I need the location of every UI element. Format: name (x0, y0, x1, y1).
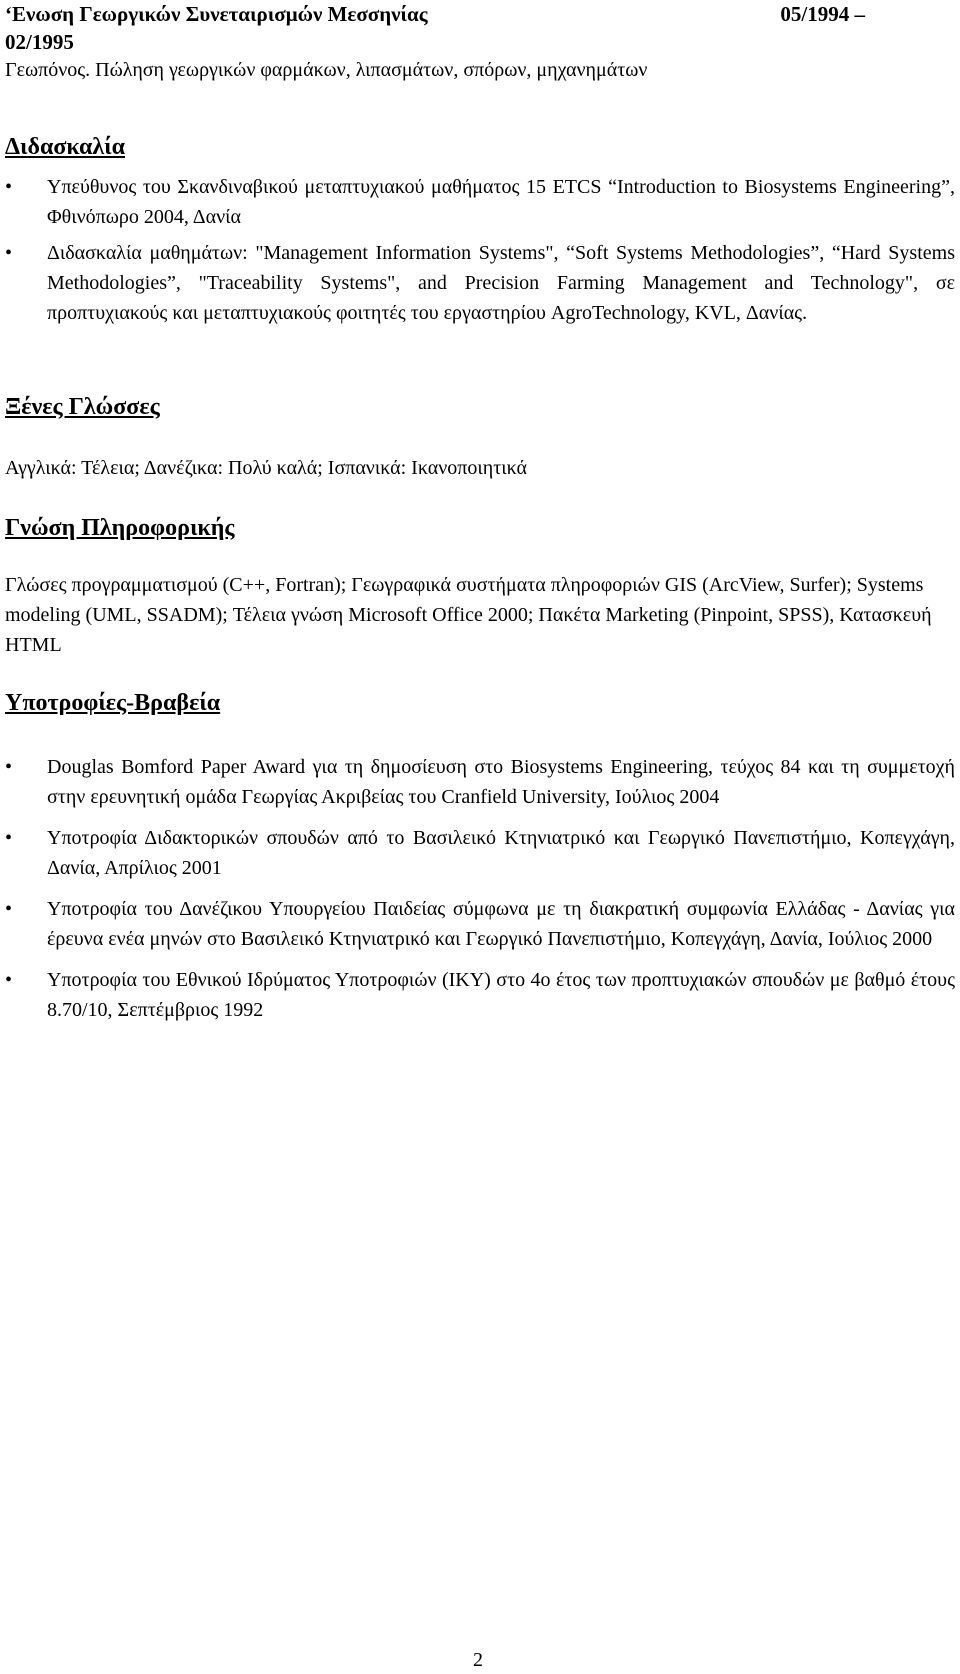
list-item (0, 823, 955, 883)
employment-header (5, 0, 865, 28)
bullet-icon: • (5, 827, 13, 849)
languages-heading: Ξένες Γλώσσες (5, 394, 160, 420)
computing-heading: Γνώση Πληροφορικής (5, 515, 235, 541)
computing-text: Γλώσες προγραμματισμού (C++, Fortran); Γεωγραφικά συστήματα πληροφοριών GIS (ArcView, Surfer); Systems modeling (UML, SSADM); Τέλεια γνώση Microsoft Office 2000; Πακέτα Marketing (Pinpoint, SPSS), Κατασκευή HTML (5, 574, 932, 656)
awards-heading: Υποτροφίες-Βραβεία (5, 690, 221, 716)
list-item (0, 965, 955, 1025)
bullet-icon: • (5, 898, 13, 920)
list-item (0, 894, 955, 954)
page-number: 2 (473, 1649, 483, 1671)
bullet-icon: • (5, 969, 13, 991)
employment-period-start: 05/1994 – (780, 2, 865, 26)
employment-organization: ‘Ενωση Γεωργικών Συνεταιρισμών Μεσσηνίας (5, 2, 428, 26)
languages-text: Αγγλικά: Τέλεια; Δανέζικα: Πολύ καλά; Ισπανικά: Ικανοποιητικά (5, 457, 527, 479)
award-item-text: Υποτροφία Διδακτορικών σπουδών από το Βασιλεικό Κτηνιατρικό και Γεωργικό Πανεπιστήμιο, Κοπεγχάγη, Δανία, Απρίλιος 2001 (47, 827, 955, 879)
list-item (0, 238, 955, 328)
teaching-list (0, 172, 960, 328)
teaching-item-text: Υπεύθυνος του Σκανδιναβικού μεταπτυχιακού μαθήματος 15 ETCS “Introduction to Biosystems Engineering”, Φθινόπωρο 2004, Δανία (47, 176, 955, 228)
teaching-item-text: Διδασκαλία μαθημάτων: "Management Information Systems", “Soft Systems Methodologies”, “Hard Systems Methodologies”, "Traceability Systems", and Precision Farming Management and Technology", σε προπτυχιακούς και μεταπτυχιακούς φοιτητές του εργαστηρίου AgroTechnology, KVL, Δανίας. (47, 242, 955, 324)
bullet-icon: • (5, 176, 13, 198)
employment-description: Γεωπόνος. Πώληση γεωργικών φαρμάκων, λιπασμάτων, σπόρων, μηχανημάτων (5, 59, 648, 81)
list-item (0, 172, 955, 232)
bullet-icon: • (5, 242, 13, 264)
employment-period-end-row (5, 28, 865, 56)
awards-list (0, 752, 960, 1025)
teaching-heading: Διδασκαλία (5, 134, 126, 160)
employment-entry (5, 0, 865, 84)
employment-period-end: 02/1995 (5, 30, 74, 54)
award-item-text: Υποτροφία του Δανέζικου Υπουργείου Παιδείας σύμφωνα με τη διακρατική συμφωνία Ελλάδας - Δανίας για έρευνα ενέα μηνών στο Βασιλεικό Κτηνιατρικό και Γεωργικό Πανεπιστήμιο, Κοπεγχάγη, Δανία, Ιούλιος 2000 (47, 898, 955, 950)
award-item-text: Υποτροφία του Εθνικού Ιδρύματος Υποτροφιών (ΙΚΥ) στο 4ο έτος των προπτυχιακών σπουδών με βαθμό έτους 8.70/10, Σεπτέμβριος 1992 (47, 969, 955, 1021)
list-item (0, 752, 955, 812)
bullet-icon: • (5, 756, 13, 778)
award-item-text: Douglas Bomford Paper Award για τη δημοσίευση στο Biosystems Engineering, τεύχος 84 και τη συμμετοχή στην ερευνητική ομάδα Γεωργίας Ακριβείας του Cranfield University, Ιούλιος 2004 (47, 756, 955, 808)
